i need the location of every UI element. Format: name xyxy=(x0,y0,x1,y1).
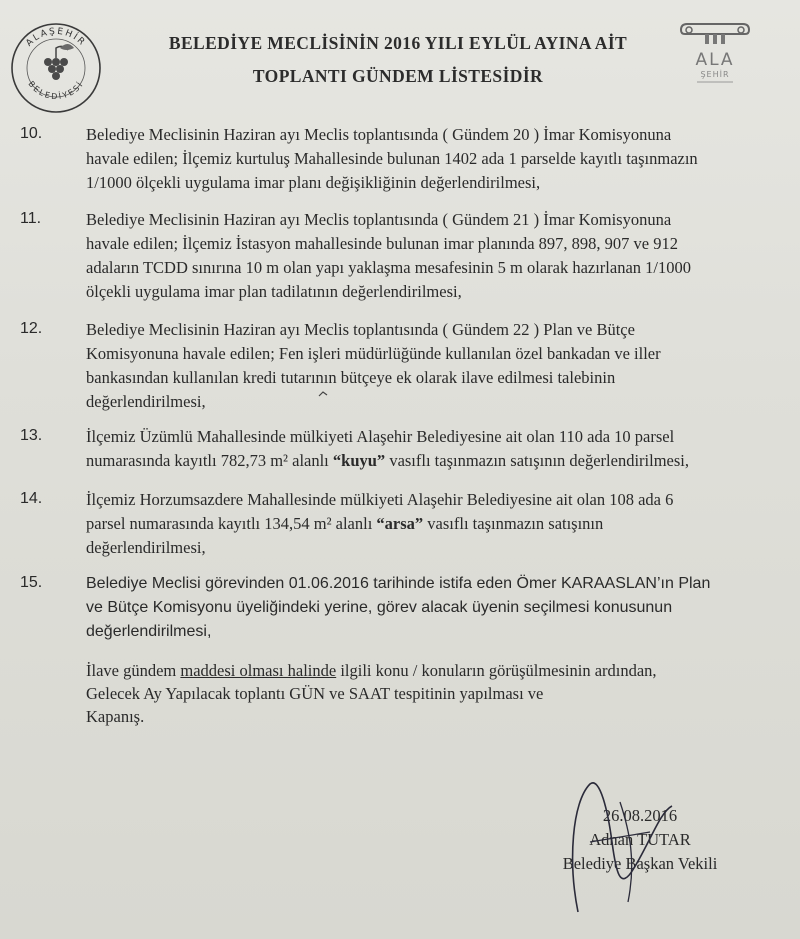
item-line: adaların TCDD sınırına 10 m olan yapı yaklaşma mesafesinin 5 m olarak hazırlanan 1/1000 xyxy=(86,258,691,277)
item-line: havale edilen; İlçemiz İstasyon mahallesinde bulunan imar planında 897, 898, 907 ve 912 xyxy=(86,234,679,253)
property-type-kuyu: “kuyu” xyxy=(332,451,386,470)
document-title-line-2: TOPLANTI GÜNDEM LİSTESİDİR xyxy=(252,66,544,86)
item-line: Belediye Meclisinin Haziran ayı Meclis toplantısında ( Gündem 20 ) İmar Komisyonuna xyxy=(86,125,672,144)
item-line: İlçemiz Üzümlü Mahallesinde mülkiyeti Alaşehir Belediyesine ait olan 110 ada 10 parsel xyxy=(86,427,675,446)
svg-text:ALA: ALA xyxy=(695,50,735,70)
closing-line: İlave gündem maddesi olması halinde ilgili konu / konuların görüşülmesinin ardından, xyxy=(86,661,657,680)
alasehir-belediyesi-seal-logo xyxy=(8,18,104,114)
item-line: Komisyonuna havale edilen; Fen işleri müdürlüğünde kullanılan özel bankadan ve iller xyxy=(86,344,661,363)
signature-date: 26.08.2016 xyxy=(602,806,678,825)
item-text xyxy=(86,572,780,644)
item-number: 10. xyxy=(20,125,43,142)
item-line: değerlendirilmesi, xyxy=(86,538,206,557)
item-text xyxy=(86,208,780,304)
item-number: 15. xyxy=(20,574,43,591)
item-line: değerlendirilmesi, xyxy=(86,623,212,640)
ink-mark xyxy=(318,390,328,398)
item-line: ve Bütçe Komisyonu üyeliğindeki yerine, görev alacak üyenin seçilmesi konusunun xyxy=(86,599,673,616)
item-text xyxy=(86,425,780,473)
item-line: Belediye Meclisinin Haziran ayı Meclis toplantısında ( Gündem 21 ) İmar Komisyonuna xyxy=(86,210,672,229)
item-text xyxy=(86,488,780,560)
closing-paragraph xyxy=(86,659,780,728)
document-title-line-1: BELEDİYE MECLİSİNİN 2016 YILI EYLÜL AYINA AİT xyxy=(168,33,628,53)
alasehir-column-logo xyxy=(675,22,755,90)
signatory-name: Adnan TUTAR xyxy=(589,830,691,849)
svg-text:ALAŞEHİR: ALAŞEHİR xyxy=(24,26,88,49)
item-line: havale edilen; İlçemiz kurtuluş Mahallesinde bulunan 1402 ada 1 parselde kayıtlı taşınmazın xyxy=(86,149,698,168)
item-line: İlçemiz Horzumsazdere Mahallesinde mülkiyeti Alaşehir Belediyesine ait olan 108 ada 6 xyxy=(86,490,674,509)
signatory-title: Belediye Başkan Vekili xyxy=(562,854,718,873)
item-line: ölçekli uygulama imar plan tadilatının değerlendirilmesi, xyxy=(86,282,462,301)
property-type-arsa: “arsa” xyxy=(376,514,424,533)
svg-text:ŞEHİR: ŞEHİR xyxy=(700,70,730,79)
closing-line: Gelecek Ay Yapılacak toplantı GÜN ve SAAT tespitinin yapılması ve xyxy=(86,684,544,703)
handwritten-signature xyxy=(560,772,680,922)
item-line: 1/1000 ölçekli uygulama imar planı değişikliğinin değerlendirilmesi, xyxy=(86,173,541,192)
item-text xyxy=(86,123,780,195)
item-line: değerlendirilmesi, xyxy=(86,392,206,411)
item-text xyxy=(86,318,780,414)
item-line: parsel numarasında kayıtlı 134,54 m² alanlı “arsa” vasıflı taşınmazın satışının xyxy=(86,514,604,533)
svg-text:BELEDİYESİ: BELEDİYESİ xyxy=(26,79,86,102)
item-number: 12. xyxy=(20,320,43,337)
item-number: 14. xyxy=(20,490,43,507)
item-line: Belediye Meclisinin Haziran ayı Meclis toplantısında ( Gündem 22 ) Plan ve Bütçe xyxy=(86,320,635,339)
item-line: bankasından kullanılan kredi tutarının bütçeye ek olarak ilave edilmesi talebinin xyxy=(86,368,616,387)
item-number: 13. xyxy=(20,427,43,444)
item-line: numarasında kayıtlı 782,73 m² alanlı “kuyu” vasıflı taşınmazın satışının değerlendirilmesi, xyxy=(86,451,689,470)
item-line: Belediye Meclisi görevinden 01.06.2016 tarihinde istifa eden Ömer KARAASLAN’ın Plan xyxy=(86,575,711,592)
item-number: 11. xyxy=(20,210,42,227)
closing-line: Kapanış. xyxy=(86,707,145,726)
